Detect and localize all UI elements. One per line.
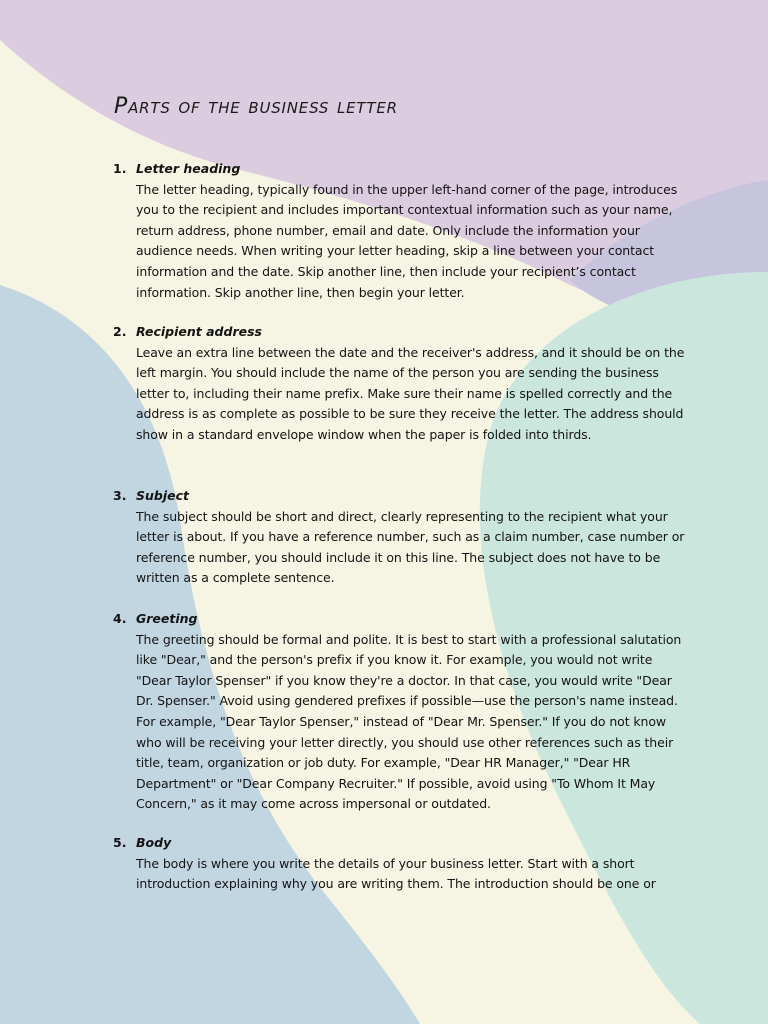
section-body-line: The greeting should be formal and polite. It is best to start with a professional salutation xyxy=(136,631,682,647)
section-number: 3. xyxy=(113,488,127,503)
section-heading: Letter heading xyxy=(136,161,241,176)
section-body-line: information. Skip another line, then begin your letter. xyxy=(136,284,465,300)
section-number: 2. xyxy=(113,324,127,339)
section-body-line: letter to, including their name prefix. Make sure their name is spelled correctly and the xyxy=(136,385,673,401)
section-number: 4. xyxy=(113,611,127,626)
section-body-line: introduction explaining why you are writing them. The introduction should be one or xyxy=(136,876,656,892)
section-body-line: show in a standard envelope window when the paper is folded into thirds. xyxy=(136,427,592,442)
section-number: 5. xyxy=(113,835,127,850)
section-body-line: The body is where you write the details of your business letter. Start with a short xyxy=(136,855,635,871)
section-body-line: like "Dear," and the person's prefix if you know it. For example, you would not write xyxy=(136,652,653,668)
section-body-line: return address, phone number, email and date. Only include the information your xyxy=(136,222,640,238)
section-body-line: letter is about. If you have a reference number, such as a claim number, case number or xyxy=(136,529,685,545)
section-body-line: The letter heading, typically found in the upper left-hand corner of the page, introduces xyxy=(136,181,678,197)
section-heading: Greeting xyxy=(136,611,198,626)
section-body-line: title, team, organization or job duty. For example, "Dear HR Manager," "Dear HR xyxy=(136,755,631,771)
section-heading: Subject xyxy=(136,488,189,503)
section-body-line: "Dear Taylor Spenser" if you know they're a doctor. In that case, you would write "Dear xyxy=(136,672,672,688)
document-title: Parts of the business letter xyxy=(114,94,398,119)
section-body-line: Concern," as it may come across impersonal or outdated. xyxy=(136,796,491,812)
section-body-line: who will be receiving your letter directly, you should use other references such as their xyxy=(136,734,674,750)
section-heading: Recipient address xyxy=(136,324,262,339)
section-body-line: audience needs. When writing your letter heading, skip a line between your contact xyxy=(136,243,655,259)
section-body-line: you to the recipient and includes important contextual information such as your name, xyxy=(136,202,673,218)
section-body-line: Dr. Spenser." Avoid using gendered prefixes if possible—use the person's name instead. xyxy=(136,693,678,709)
section-body-line: address is as complete as possible to be sure they receive the letter. The address should xyxy=(136,406,684,422)
section-body-line: The subject should be short and direct, clearly representing to the recipient what your xyxy=(136,508,668,524)
section-body-line: Department" or "Dear Company Recruiter." If possible, avoid using "To Whom It May xyxy=(136,775,656,791)
section-body-line: reference number, you should include it on this line. The subject does not have to be xyxy=(136,549,661,565)
section-body-line: Leave an extra line between the date and the receiver's address, and it should be on the xyxy=(136,344,685,360)
section-body-line: left margin. You should include the name of the person you are sending the business xyxy=(136,365,659,381)
section-number: 1. xyxy=(113,161,127,176)
section-body-line: For example, "Dear Taylor Spenser," instead of "Dear Mr. Spenser." If you do not know xyxy=(136,714,667,729)
section-body-line: information and the date. Skip another line, then include your recipient’s contact xyxy=(136,264,636,279)
section-body-line: written as a complete sentence. xyxy=(136,570,335,586)
section-heading: Body xyxy=(136,835,172,850)
